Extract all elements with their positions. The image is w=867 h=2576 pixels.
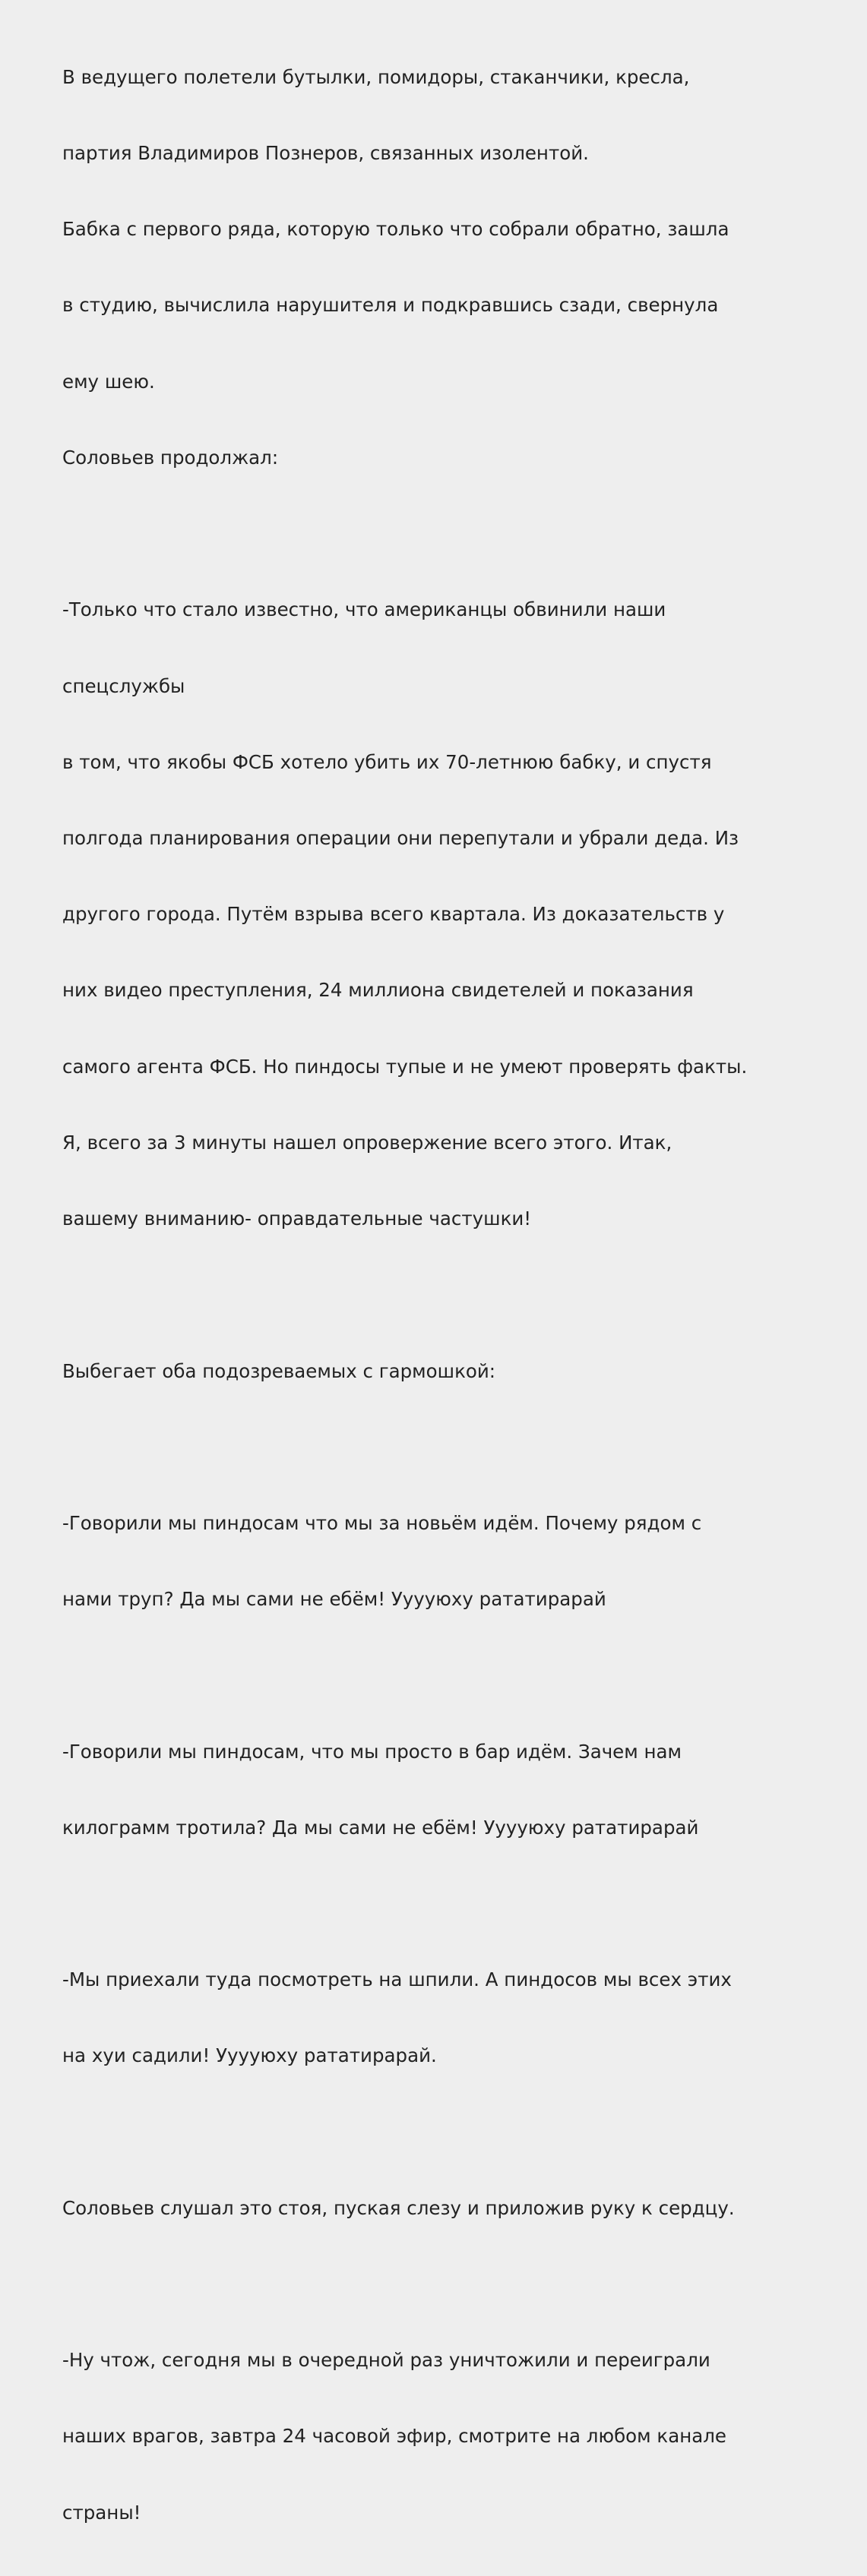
- text-line: партия Владимиров Познеров, связанных изолентой.: [62, 142, 589, 165]
- blank-line: [62, 1435, 792, 1460]
- text-line: страны!: [62, 2501, 141, 2524]
- text-line: в студию, вычислила нарушителя и подкравшись сзади, свернула: [62, 294, 719, 317]
- text-line: Бабка с первого ряда, которую только что собрали обратно, зашла: [62, 218, 729, 241]
- text-line: Я, всего за 3 минуты нашел опровержение всего этого. Итак,: [62, 1131, 672, 1154]
- text-line: в том, что якобы ФСБ хотело убить их 70-летнюю бабку, и спустя: [62, 750, 712, 773]
- text-line: нами труп? Да мы сами не ебём! Ууууюху рататирарай: [62, 1588, 606, 1611]
- text-line: килограмм тротила? Да мы сами не ебём! Ууууюху рататирарай: [62, 1816, 699, 1839]
- blank-line: [62, 521, 792, 546]
- text-line: наших врагов, завтра 24 часовой эфир, смотрите на любом канале: [62, 2425, 727, 2448]
- text-line: полгода планирования операции они перепутали и убрали деда. Из: [62, 826, 739, 849]
- text-line: ему шею.: [62, 370, 155, 393]
- blank-line: [62, 1282, 792, 1307]
- text-line: Соловьев продолжал:: [62, 446, 279, 469]
- text-line: В ведущего полетели бутылки, помидоры, стаканчики, кресла,: [62, 65, 690, 88]
- story-text: [62, 14, 792, 2576]
- text-line: самого агента ФСБ. Но пиндосы тупые и не умеют проверять факты.: [62, 1055, 748, 1078]
- text-line: -Говорили мы пиндосам, что мы просто в бар идём. Зачем нам: [62, 1740, 682, 1763]
- text-line: Соловьев слушал это стоя, пуская слезу и приложив руку к сердцу.: [62, 2196, 735, 2219]
- text-line: -Мы приехали туда посмотреть на шпили. А пиндосов мы всех этих: [62, 1968, 732, 1991]
- text-line: -Ну чтож, сегодня мы в очередной раз уничтожили и переиграли: [62, 2349, 710, 2372]
- blank-line: [62, 1891, 792, 1916]
- text-line: них видео преступления, 24 миллиона свидетелей и показания: [62, 979, 694, 1002]
- text-line: на хуи садили! Ууууюху рататирарай.: [62, 2044, 437, 2067]
- text-line: -Говорили мы пиндосам что мы за новьём идём. Почему рядом с: [62, 1511, 702, 1534]
- blank-line: [62, 1662, 792, 1687]
- text-line: вашему вниманию- оправдательные частушки!: [62, 1208, 532, 1230]
- text-line: -Только что стало известно, что американцы обвинили наши: [62, 598, 666, 621]
- text-line: другого города. Путём взрыва всего квартала. Из доказательств у: [62, 903, 725, 926]
- blank-line: [62, 2271, 792, 2297]
- blank-line: [62, 2120, 792, 2145]
- text-line: Выбегает оба подозреваемых с гармошкой:: [62, 1359, 496, 1382]
- text-line: спецслужбы: [62, 674, 185, 697]
